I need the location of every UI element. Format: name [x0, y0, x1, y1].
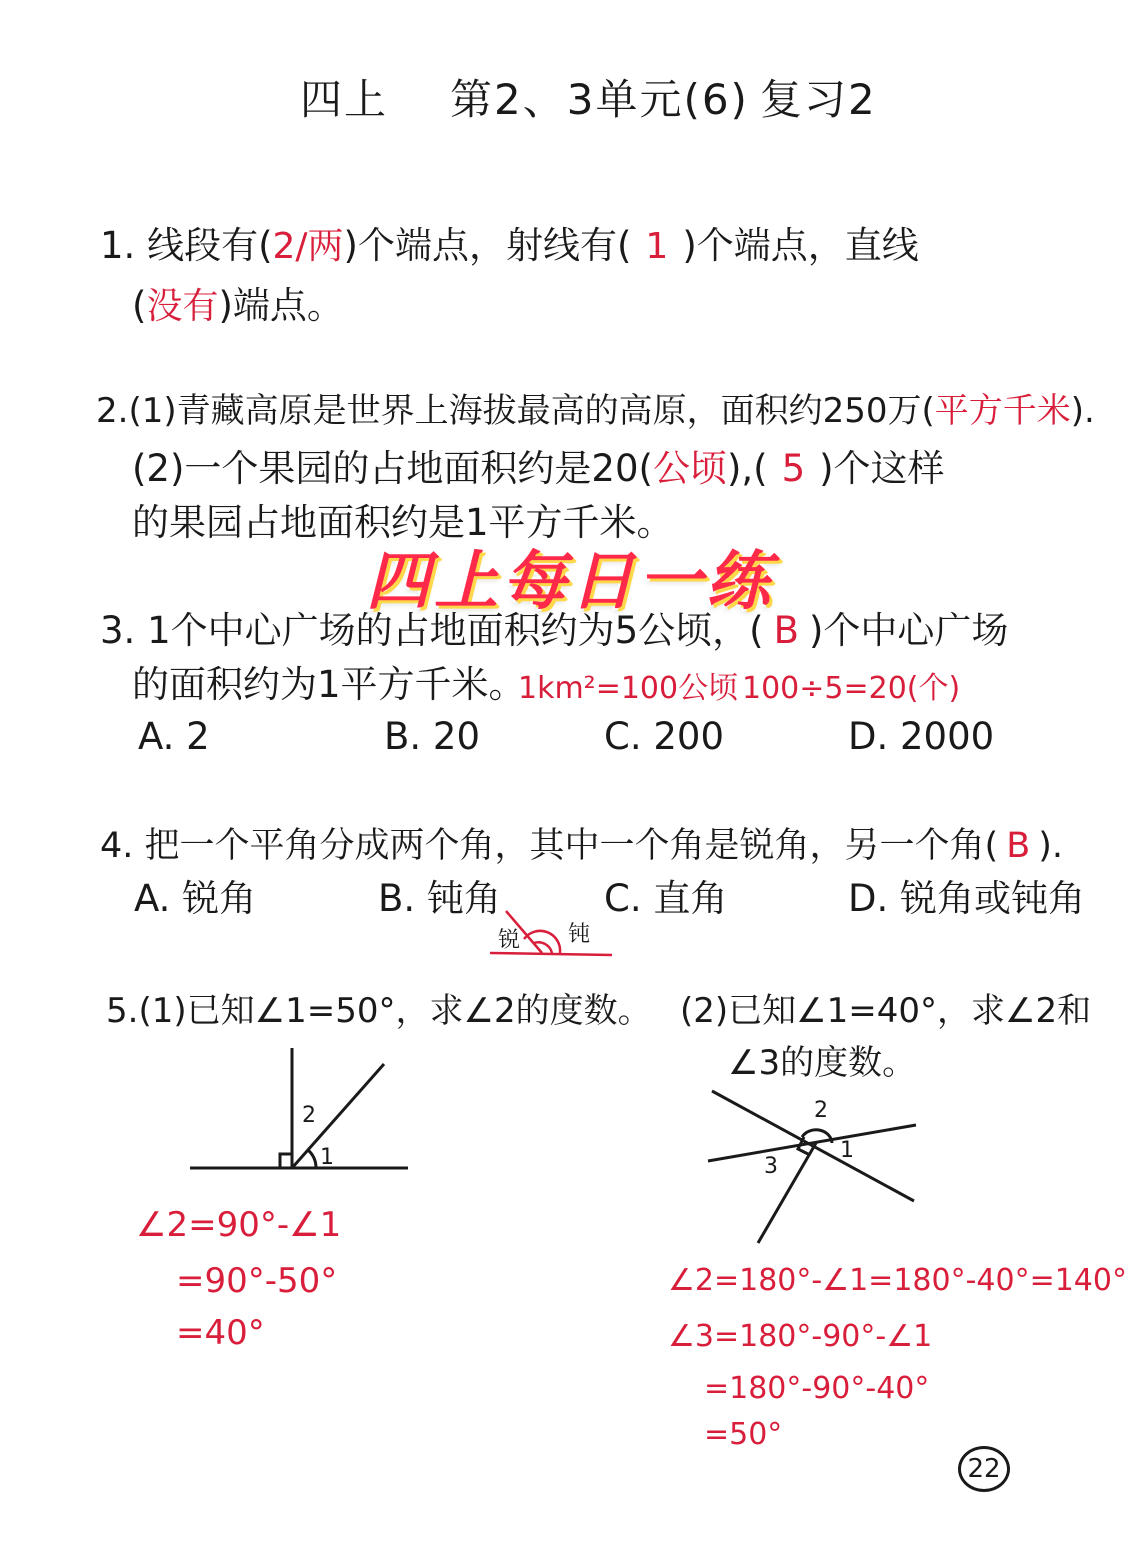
- q5-part2-work-2: ∠3=180°-90°-∠1: [668, 1319, 933, 1354]
- grade-label: 四上: [300, 75, 389, 124]
- q5-part2-work-4: =50°: [704, 1417, 783, 1452]
- page-number: 22: [958, 1446, 1010, 1492]
- q2-part3: 的果园占地面积约是1平方千米。: [132, 501, 674, 544]
- q4-straight-angle-sketch: [490, 905, 620, 965]
- review-label: 复习2: [760, 75, 877, 124]
- q3-text-b: )个中心广场: [808, 609, 1009, 652]
- watermark-banner: 四上每日一练: [366, 545, 774, 619]
- q3-text-a: 3. 1个中心广场的占地面积约为5公顷，(: [100, 609, 764, 652]
- q5-part2-work-1: ∠2=180°-∠1=180°-40°=140°: [668, 1263, 1127, 1298]
- q1-answer-c: 没有: [146, 286, 219, 327]
- q3-option-d: D. 2000: [848, 715, 995, 758]
- q2-part1-text: 2.(1)青藏高原是世界上海拔最高的高原，面积约250万(: [96, 391, 935, 431]
- q2-part1-answer: 平方千米: [934, 391, 1071, 431]
- q3-note-calc: 100÷5=20(个): [742, 671, 961, 706]
- q3-note-conversion: 1km²=100公顷: [518, 671, 739, 706]
- q1-line1: [100, 225, 919, 268]
- unit-label: 第2、3单元(6): [450, 75, 749, 124]
- q5-part1-figure: [180, 1040, 420, 1180]
- q1-text-a: 1. 线段有(: [100, 224, 273, 267]
- q1-text-c: )个端点，直线: [682, 224, 919, 267]
- q5-part1-question: 5.(1)已知∠1=50°，求∠2的度数。: [106, 991, 652, 1031]
- q1-text-e: )端点。: [218, 284, 344, 327]
- q4-option-c: C. 直角: [604, 877, 728, 920]
- q4-sketch-obtuse-label: 钝: [568, 922, 591, 947]
- q1-line2: [132, 285, 344, 328]
- q4-sketch-acute-label: 锐: [498, 928, 521, 953]
- q5-part2-figure: [700, 1085, 930, 1250]
- q4-option-b: B. 钝角: [378, 877, 501, 920]
- q5-part1-work-1: ∠2=90°-∠1: [136, 1205, 342, 1245]
- q2-part2-answer2: 5: [781, 447, 806, 490]
- q1-text-d: (: [132, 284, 147, 327]
- q4-option-d: D. 锐角或钝角: [848, 877, 1086, 920]
- q5-part2-question-2: ∠3的度数。: [728, 1043, 917, 1083]
- q5-p2-label-3: 3: [764, 1154, 778, 1179]
- q3-line1: [100, 610, 1008, 653]
- q4-text-b: ).: [1038, 826, 1063, 866]
- q3-answer: B: [773, 609, 799, 652]
- q2-part2-mid: ),(: [726, 447, 768, 490]
- q2-part2-answer1: 公顷: [652, 447, 727, 490]
- q4-answer: B: [1006, 826, 1031, 866]
- q5-part1-work-2: =90°-50°: [176, 1261, 338, 1301]
- q5-part2-question-1: (2)已知∠1=40°，求∠2和: [680, 991, 1092, 1031]
- q3-line2: 的面积约为1平方千米。: [132, 663, 526, 706]
- q4-text-a: 4. 把一个平角分成两个角，其中一个角是锐角，另一个角(: [100, 826, 999, 866]
- q4-option-a: A. 锐角: [134, 877, 257, 920]
- q5-p1-label-1: 1: [320, 1145, 334, 1170]
- q4-line1: [100, 826, 1063, 866]
- q1-text-b: )个端点，射线有(: [343, 224, 632, 267]
- q5-p2-label-2: 2: [814, 1098, 828, 1123]
- q2-part2: [132, 448, 945, 491]
- q1-answer-b: 1: [645, 226, 669, 267]
- q2-part1-end: ).: [1070, 391, 1095, 431]
- q3-option-b: B. 20: [384, 715, 480, 758]
- q5-part2-work-3: =180°-90°-40°: [704, 1371, 930, 1406]
- q2-part2-text: (2)一个果园的占地面积约是20(: [132, 447, 653, 490]
- q2-part2-end: )个这样: [819, 447, 945, 490]
- q2-part1: [96, 392, 1095, 431]
- q5-p2-label-1: 1: [840, 1138, 854, 1163]
- q5-p1-label-2: 2: [302, 1103, 316, 1128]
- q1-answer-a: 2/两: [272, 226, 344, 267]
- q3-option-c: C. 200: [604, 715, 724, 758]
- q3-option-a: A. 2: [138, 715, 210, 758]
- q5-part1-work-3: =40°: [176, 1313, 265, 1353]
